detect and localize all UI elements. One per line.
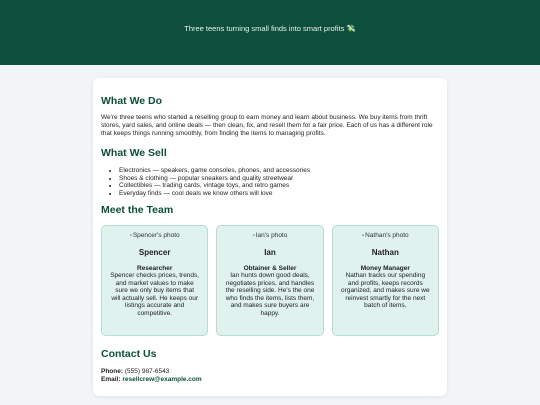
hero-tagline: Three teens turning small finds into smart profits 💸 [184,24,356,33]
broken-image-icon: ▫ [361,233,365,239]
broken-image-icon: ▫ [252,233,255,239]
team-card-spencer [101,225,208,336]
member-role: Money Manager [360,264,410,272]
broken-image-icon: ▫ [129,233,132,239]
member-role: Obtainer & Seller [243,264,297,272]
email-link[interactable]: resellcrew@example.com [122,376,202,383]
team-grid [101,225,439,336]
member-description: Nathan tracks our spending and profits, keeps records organized, and makes sure we reinvest smartly for the next batch of items. [341,272,430,309]
member-description: Spencer checks prices, trends, and market values to make sure we only buy items that will actually sell. He keeps our listings accurate and competitive. [110,272,200,317]
contact-phone [101,368,439,376]
phone-value: (555) 987-6543 [124,368,170,375]
list-item: • Collectibles — trading cards, vintage toys, and retro games [119,182,439,190]
list-item: • Electronics — speakers, game consoles, phones, and accessories [119,167,439,175]
photo-alt-text: Ian's photo [255,232,288,239]
content-card [93,78,447,396]
member-photo [106,232,203,241]
photo-alt-text: Nathan's photo [365,232,409,239]
member-name: Nathan [371,248,399,257]
team-heading: Meet the Team [101,204,174,216]
list-item: • Everyday finds — cool deals we know others will love [119,190,439,198]
email-label: Email: [101,376,121,383]
contact-heading: Contact Us [101,348,157,360]
member-photo [337,232,434,241]
list-item: • Shoes & clothing — popular sneakers and quality streetwear [119,175,439,183]
member-role: Researcher [136,264,173,272]
member-description: Ian hunts down good deals, negotiates prices, and handles the reselling side. He's the one who finds the items, lists them, and makes sure buyers are happy. [225,272,315,317]
member-name: Ian [264,248,276,257]
team-card-ian [216,225,323,336]
hero-banner [0,0,540,65]
what-we-do-text: We're three teens who started a reselling group to earn money and learn about business. We buy items from thrift stores, yard sales, and online deals — then clean, fix, and resell them for a fair price. Each of us has a different role that keeps things running smoothly, from finding the items to managing profits. [101,114,433,137]
contact-info [101,368,439,384]
member-name: Spencer [138,248,171,257]
sell-list [101,167,439,197]
phone-label: Phone: [101,368,124,375]
photo-alt-text: Spencer's photo [132,232,180,239]
contact-email [101,376,439,384]
team-card-nathan [332,225,439,336]
what-we-do-heading: What We Do [101,95,163,107]
what-we-sell-heading: What We Sell [101,147,167,159]
member-photo [221,232,318,241]
